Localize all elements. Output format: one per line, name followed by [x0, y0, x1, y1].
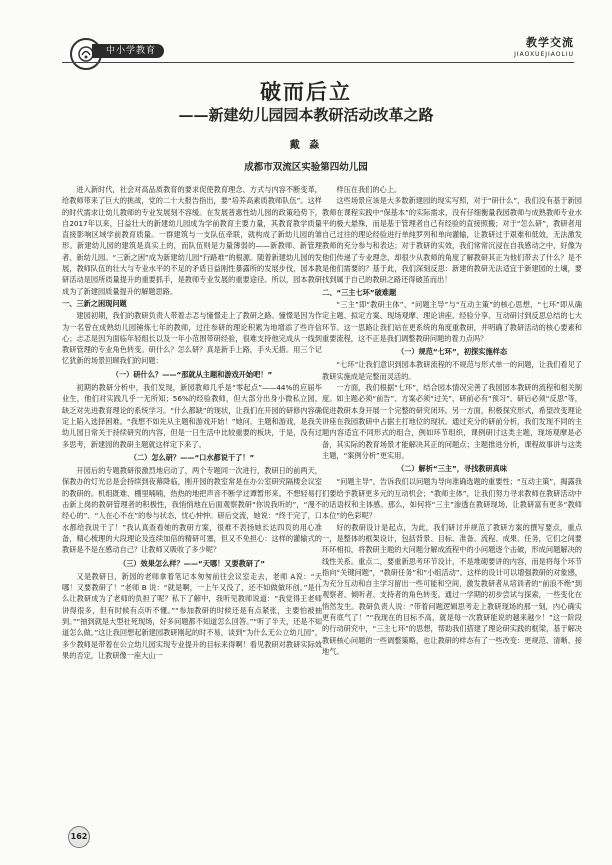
body-paragraph: 开园后的专题教研很激烈地启动了，两个专题同一次进行，教研日的前两天，保教办的灯光总是会持续到夜幕降临，刚开园的教室常是在办公室研究隔楼会议室的教研的。机组既难、棚里喃喃，热热的地把声音不断学过谭暂形来。不想轻易打击新上岗的教研管理者的积极性，我悄悄地在后面观察教研“你说我听的”，“漫不经心的”、“人在心不在”的参与状态，忧心忡忡。研后交流，她说：“终于完了，口水都给我说干了！”我认真查看她的教研方案，很难不表扬她长达四页的用心准备，精心梳理的大段理论及连续加倍的精研可塞，但又不免担心：这样的灌输式的教研是不是在感动自己？让教师又吸收了多少呢？ — [62, 466, 322, 555]
body-paragraph: “三主”即“教研主体”、“问题主导”与“互动主策”的核心思想，“七环”即从确定主题、拟定方案、现场观摩、理论讲座、经验分享、互动研讨到反思总结的七大环节。这一思路让我们站在更系统的角度重教研，并明确了教研活动的核心要素和重要流程，这不正是我们调整教研问题的着力点吗？ — [322, 299, 582, 343]
author-affiliation: 成都市双流区实验第四幼儿园 — [244, 162, 368, 173]
article-author: 戴 淼 — [289, 140, 323, 151]
subsection-heading: （二）怎么研？——“口水都说干了！” — [129, 452, 255, 462]
subsection-heading: （二）解析“三主”，寻找教研真味 — [396, 464, 508, 474]
section-heading: 二、“三主七环”破难题 — [322, 287, 397, 297]
body-paragraph: 好的教研设计是起点，为此，我们研讨并规范了教研方案的撰写要点，重点一，是整体的框架设计，包括背景、目标、准备、流程、成果、任务，它们之间要环环相扣，将教研主题的大问题分解成流程中的小问题逐个击破，形成问题解决的线性关系。重点二，要重新思考环节设计，不是堆砌要讲的内容，而是将每个环节指向“关键问题”，“教研任务”和“小组活动”。这样的设计可以增强教研的对象感，为充分互动和自主学习留出一些可能和空间，激发教研者从培训者的“前浪不绝”到观察者、倾听者、支持者的角色转变。通过一学期的初步尝试与探索，一些变化在悄然发生。教研负责人说：“带着问题逻辑思考走上教研现场的那一刻，内心确实更有底气了！”“我现在的目标不高，就是每一次教研能说的越来越少！”这一阶段的行动研究中，“三主七环”的思想，帮助我们搭建了理论研实践的框梁，基于解决教研核心问题的一些调整策略，也让教研的样态有了一些改变：更规范、清晰、接地气。 — [322, 522, 582, 656]
body-paragraph: “问题主导”，告诉我们以问题为导向准确选题的重要性；“互动主策”，揭露我们要给予教研更多元的互动机会；“教师主体”，让我们努力寻求教师在教研活动中的话语权和主体感。那么，如何将“三主”渗透在教研现场，让教研富有更多“教师本位”的色彩呢？ — [322, 477, 582, 521]
body-paragraph: 又是教研日，新园的老师拿着笔记本匆匆前往会议室走去，老师 A说：“天哪！又要教研了！”老师 B 说：“就是啊，一上午又没了，还不如做做环创。”是什么让教研成为了老师的负担了呢？私下了解中，我听见教师说道：“我觉得王老师讲得很多，但有时候有点听不懂。”“参加教研的时候还是有点紧张，主要怕被抽到。”“抽到就是大型社死现场，好多问题都不知道怎么回答。”“听了半天，还是不知道怎么做。”这让我回想起新建园教研刚起的时不易，谈到“为什么无公立幼儿园”，多少教师是带着在公立幼儿园实现专业提升的目标来得啊！看见教研对教研实际效果的否定，让教研像一座大山一 — [62, 571, 322, 660]
body-paragraph: 一方面，我们根据“七环”，结合园本情况完善了我园园本教研的流程和相关制度。如主题必须“前告”、方案必须“过关”、研前必有“预习”、研后必须“反思”等，促进教研本身开展一个完整的研究闭环。另一方面，积极探究形式，希望改变理论讲座在我园教研中占据主打地位的现状。通过充分的研前分析，我们发现不同的主题内容适宜不同形式的组合，例如环节组织，课例研讨这类主题，现场观摩是必备，其实际的教育场景才能解决其正的问题点；主题推进分析，课程故事讲与这类主题，“案例分析”更实用。 — [322, 383, 582, 460]
section-heading: 一、三新之困现问题 — [62, 298, 127, 308]
subsection-heading: （三）效果怎么样？——“天哪！又要教研了” — [118, 558, 265, 568]
header-divider — [62, 62, 574, 63]
article-title: 破而后立 — [260, 79, 352, 104]
subsection-heading: （一）研什么？——“那就从主题和游戏开始吧！” — [111, 369, 273, 379]
section-tag: 中小学教育 — [92, 44, 164, 58]
body-paragraph: 这些场景应该是大多数新建园的现实写照，对于“研什么”，我们没有基于新园教师在课程实践中“保基本”的实际需求，没有仔细衡量我园教师与成熟教师专业水平的极大悬殊，而是基于管理者自己有经验的直接照搬；对于“怎么研”，教研者用自己过往的理论经验进行单纯罗列和单向灌输，让教研过于艰难和低效，无法激发教师的充分参与和表达；对于教研的实效，我们常常沉浸在自我感动之中，好像为他们传递了专业理念，却很少从教师的角度了解教研其正为他们带去了什么？是不是他们需要的？基于此，我们深刻反思：新建的教研无法适宜于新建园的土壤，要找到属于自己的教研之路还得破茧而出！ — [322, 196, 582, 285]
column-header — [514, 34, 574, 58]
right-text-column — [322, 184, 582, 844]
column-title: 教学交流 — [526, 36, 574, 49]
left-text-column — [62, 184, 322, 844]
body-paragraph: 建园初期，我们的教研负责人带着忐忑与憧憬走上了教研之路。憧憬是因为作为一名曾在成熟幼儿园锤炼七年的教师，过往参研的理论积累为地增添了些许信心；忐忑是因为面临年轻组长以及一年小范围带研经验，很难支持他完成从一线到教研管理的专业角色转变。研什么？怎么研？真是新手上路，手头无措。用三个记忆犹新的场景回顾我们的问题： — [62, 311, 322, 366]
page-number: 162 — [68, 826, 90, 848]
subsection-heading: （一）规范“七环”，初探实施样态 — [396, 347, 508, 357]
body-paragraph: 进入新时代，社会对高品质教育的要求促使教育理念、方式与内容不断变革，给教师带来了巨大的挑战，党的二十大报告指出，要“培养高素质教师队伍”。这样的时代需求让幼儿教师的专业发展刻不容缓。在发展普惠性幼儿园的政策趋势下，自2017年以来，日益壮大的新建幼儿园成为学前教育主要力量，其教育教学质量直接影响区域学前教育质量。一群建筑与一支队伍牵联，就构成了新幼儿园的雏形。新建幼儿园的建筑是真实上的，而队伍则是力量薄弱的——新教师、新管理者、新幼儿园。“三新之困”成为新建幼儿园“行路难”的根源。随着新建幼儿园的发展，教师队伍的壮大与专业水平的不足的矛盾日益刚性暴露所的发展步伐，园本教研活动是园所质量提升的重要抓手，是教师专业发展的重要途径。所以，园本教研成为了新建园质量提升的解题思路。 — [62, 185, 322, 296]
column-title-en: JIAOXUEJIAOLIU — [514, 51, 574, 58]
article-subtitle: ——新建幼儿园园本教研活动改革之路 — [178, 106, 434, 124]
body-paragraph: 样压在我们的心上。 — [336, 185, 402, 194]
body-paragraph: 初期的教研分析中，我们发现，新园教师几乎是“零起点”——44%的应届毕业生，他们对实践几乎一无所知；56%的经验教师，但大部分出身小微私立园，缺乏对先进教育理论的系统学习。“什么都缺”的现状，让我们在开园的研修内容确定上陷入选择困难。“我想不如先从主题和游戏开始！”她问。主题和游戏，是我关幼儿园日常关于持续研究的内容，但是一日生活中比较重要的板块，于是，没有过多思考，新建园的教研主题就这样定下来了。 — [62, 383, 322, 449]
body-paragraph: “七环”让我们意识到园本教研流程的不规范与形式单一的问题，让我们看见了教研实施成是完整而灵活的。 — [322, 360, 582, 381]
